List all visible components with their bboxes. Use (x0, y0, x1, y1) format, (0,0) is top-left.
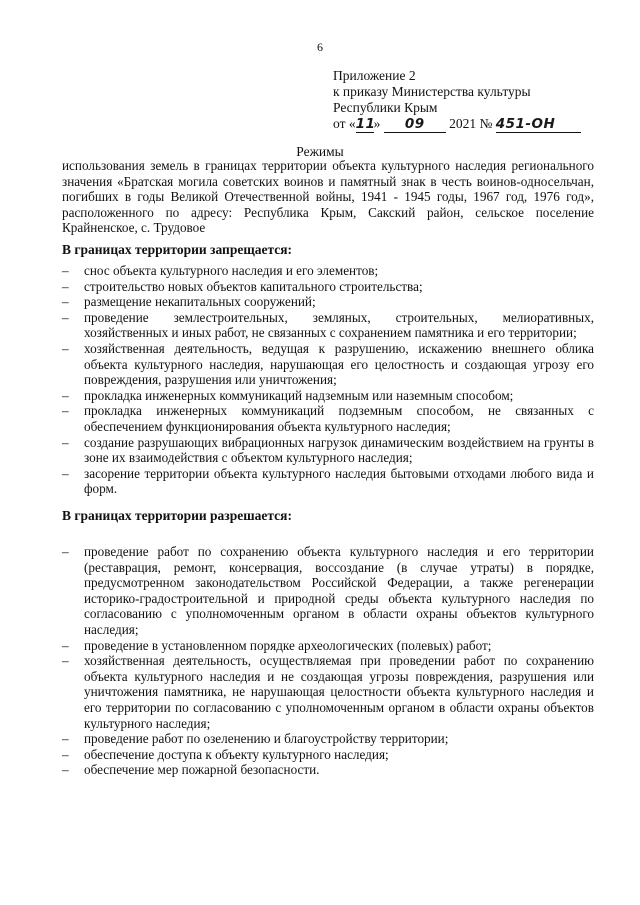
list-item: – проведение землестроительных, земляных, строительных, мелиоративных, хозяйственных и иных работ, не связанных с сохранением памятника и его территории; (62, 309, 594, 341)
document-title: Режимы (296, 144, 344, 159)
list-item: – прокладка инженерных коммуникаций надземным или наземным способом; (62, 387, 514, 403)
year-number-label: 2021 № (449, 116, 493, 131)
dash-bullet: – (62, 653, 69, 669)
list-item: – размещение некапитальных сооружений; (62, 294, 316, 310)
list-item: – обеспечение доступа к объекту культурного наследия; (62, 746, 389, 762)
list-item: – засорение территории объекта культурного наследия бытовыми отходами любого вида и форм. (62, 465, 594, 497)
dash-bullet: – (62, 544, 69, 559)
dash-bullet: – (62, 762, 69, 778)
list-item: – создание разрушающих вибрационных нагрузок динамическим воздействием на грунты в зоне их взаимодействия с объектом культурного наследия; (62, 434, 594, 466)
dash-bullet: – (62, 637, 69, 653)
list-item: – хозяйственная деятельность, ведущая к разрушению, искажению внешнего облика объекта культурного наследия, нарушающая его целостность и создающая угрозу его повреждения, разрушения или уничтожения; (62, 340, 594, 388)
permitted-list (62, 544, 594, 778)
date-prefix: от « (333, 116, 356, 131)
dash-bullet: – (62, 340, 69, 356)
permitted-heading: В границах территории разрешается: (62, 508, 292, 523)
dash-bullet: – (62, 387, 69, 403)
appendix-block (333, 68, 623, 133)
appendix-line-1: Приложение 2 (333, 68, 416, 83)
date-separator: » (373, 116, 381, 131)
order-date-line (333, 116, 623, 133)
intro-paragraph: использования земель в границах территории объекта культурного наследия регионального значения «Братская могила советских воинов и памятный знак в честь воинов-односельчан, погибших в годы Великой Отечественной войны, 1941 - 1945 годы, 1967 год, 1976 год», расположенного по адресу: Республика Крым, Сакский район, сельское поселение Крайненское, с. Трудовое (62, 158, 594, 236)
prohibited-list (62, 263, 594, 497)
list-item: – хозяйственная деятельность, осуществляемая при проведении работ по сохранению объекта культурного наследия и не создающая угрозы повреждения, разрушения или уничтожения памятника, не нарушающая целостности объекта культурного наследия и его территории по согласованию с уполномоченным органом в области охраны объектов культурного наследия; (62, 653, 594, 731)
dash-bullet: – (62, 403, 69, 419)
handwritten-day: 11 (355, 116, 376, 132)
dash-bullet: – (62, 278, 69, 294)
dash-bullet: – (62, 746, 69, 762)
list-item: – обеспечение мер пожарной безопасности. (62, 762, 320, 778)
list-item: – строительство новых объектов капитального строительства; (62, 278, 423, 294)
dash-bullet: – (62, 309, 69, 325)
dash-bullet: – (62, 434, 69, 450)
page-number: 6 (317, 40, 323, 54)
dash-bullet: – (62, 263, 69, 278)
dash-bullet: – (62, 294, 69, 310)
dash-bullet: – (62, 465, 69, 481)
list-item: – снос объекта культурного наследия и его элементов; (62, 263, 379, 278)
appendix-line-2: к приказу Министерства культуры (333, 84, 531, 99)
handwritten-month: 09 (384, 116, 446, 133)
list-item: – проведение работ по озеленению и благоустройству территории; (62, 731, 449, 747)
list-item: – прокладка инженерных коммуникаций подземным способом, не связанных с обеспечением функционирования объекта культурного наследия; (62, 403, 594, 434)
list-item: – проведение в установленном порядке археологических (полевых) работ; (62, 637, 492, 653)
dash-bullet: – (62, 731, 69, 747)
appendix-line-3: Республики Крым (333, 100, 438, 115)
list-item: – проведение работ по сохранению объекта культурного наследия и его территории (реставрация, ремонт, консервация, воссоздание (в случае утраты) в порядке, предусмотренном законодательством Российской Федерации, а также регенерации историко-градостроительной и природной среды объекта культурного наследия по согласованию с уполномоченным органом в области охраны объектов культурного наследия; (62, 544, 594, 637)
handwritten-order-number: 451-ОН (496, 116, 581, 133)
prohibited-heading: В границах территории запрещается: (62, 242, 293, 257)
